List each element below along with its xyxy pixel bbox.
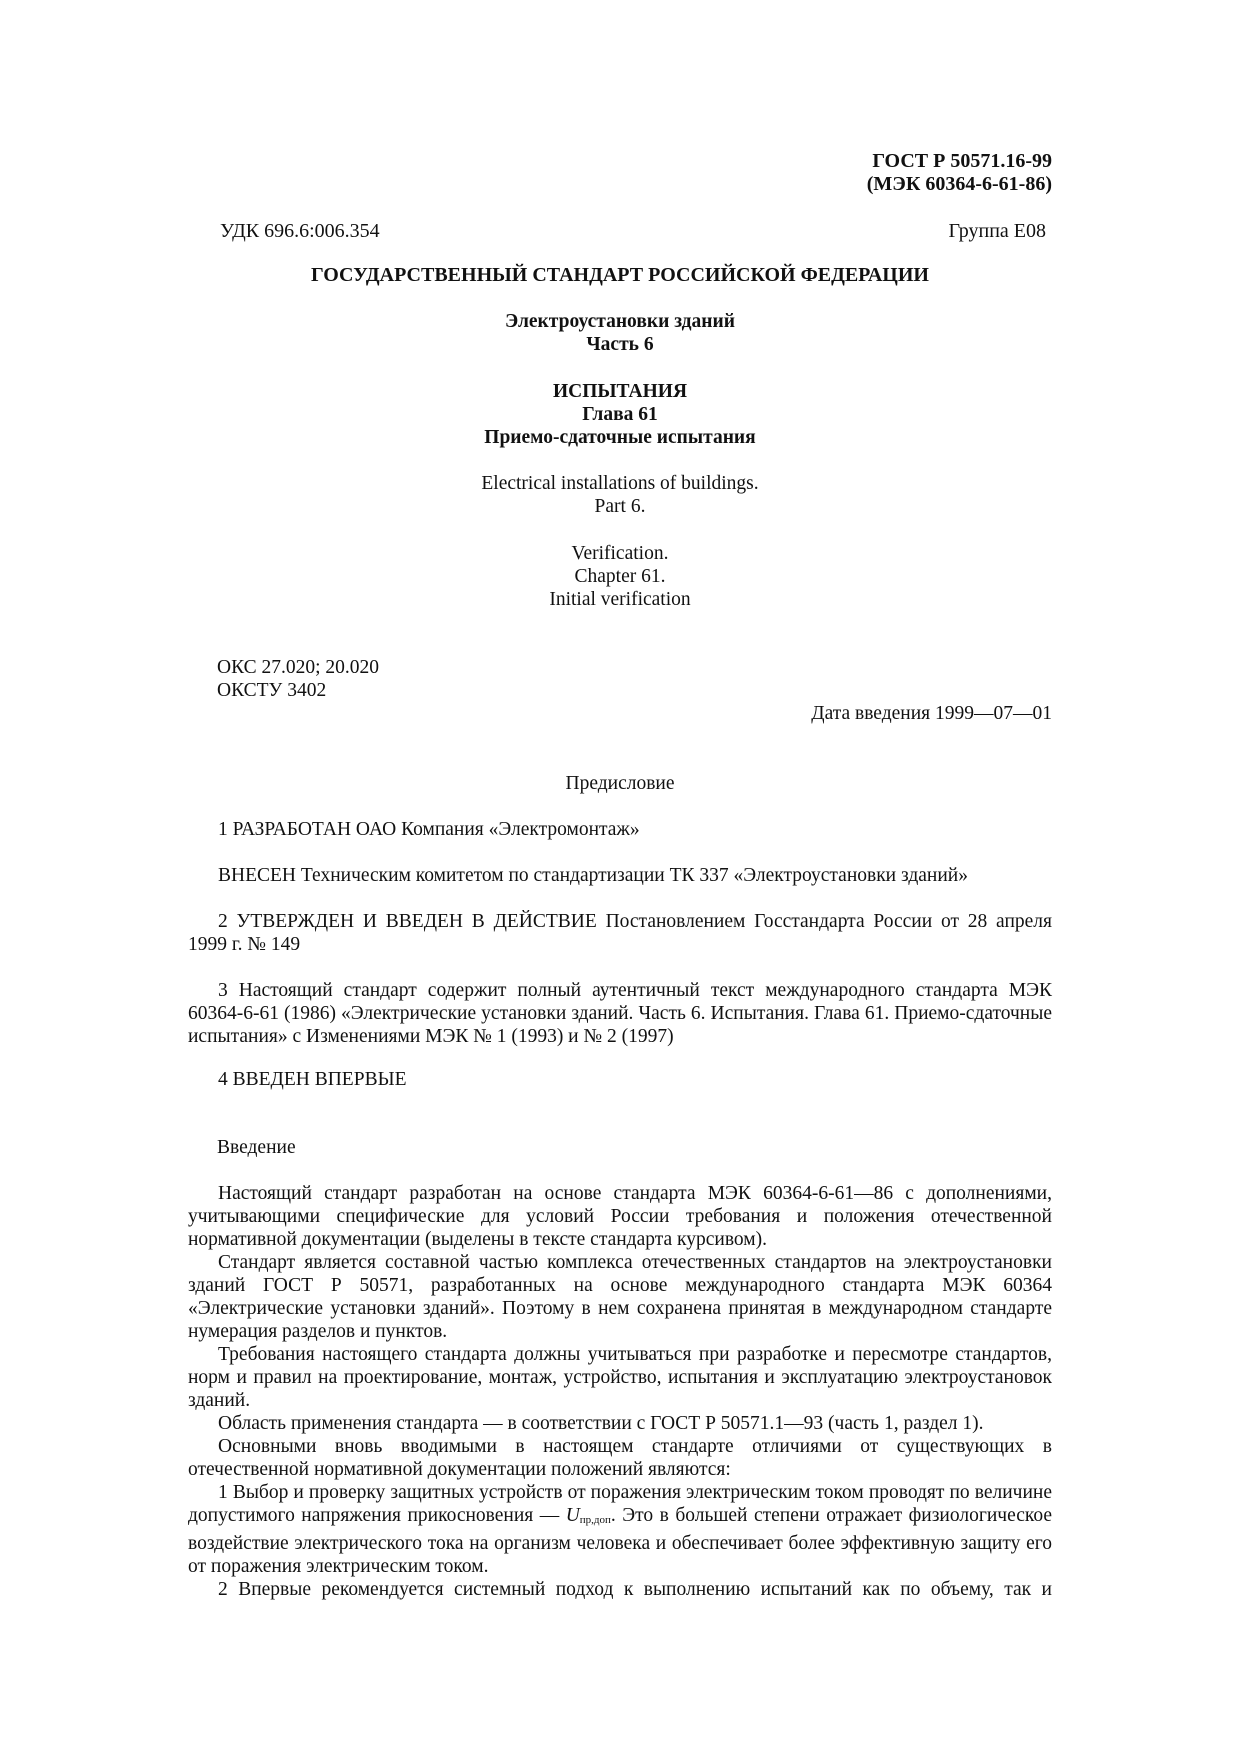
title-en-line5: Initial verification <box>549 589 691 610</box>
introduction-heading: Введение <box>217 1137 296 1158</box>
preface-item-submitted: ВНЕСЕН Техническим комитетом по стандартизации ТК 337 «Электроустановки зданий» <box>218 865 968 886</box>
touch-voltage-symbol: U <box>565 1505 580 1526</box>
title-ru-line3: ИСПЫТАНИЯ <box>552 381 688 402</box>
title-en-line1: Electrical installations of buildings. <box>481 473 759 494</box>
oks-code: ОКС 27.020; 20.020 <box>217 657 380 678</box>
udk-code: УДК 696.6:006.354 <box>220 220 380 242</box>
intro-paragraph-4: Область применения стандарта — в соответствии с ГОСТ Р 50571.1—93 (часть 1, раздел 1). <box>218 1413 984 1434</box>
preface-item-1: 1 РАЗРАБОТАН ОАО Компания «Электромонтаж» <box>218 819 640 840</box>
intro-paragraph-1: Настоящий стандарт разработан на основе стандарта МЭК 60364-6-61—86 с дополнениями, учитывающими специфические для условий России требования и положения отечественной нормативной документации (выделены в тексте стандарта курсивом). <box>188 1183 1052 1250</box>
intro-paragraph-6 <box>188 1481 1052 1578</box>
group-code: Группа Е08 <box>948 220 1046 242</box>
intro-paragraph-2: Стандарт является составной частью комплекса отечественных стандартов на электроустановки зданий ГОСТ Р 50571, разработанных на основе международного стандарта МЭК 60364 «Электрические установки зданий». Поэтому в нем сохранена принятая в международном стандарте нумерация разделов и пунктов. <box>188 1252 1052 1342</box>
intro-paragraph-5: Основными вновь вводимыми в настоящем стандарте отличиями от существующих в отечественной нормативной документации положений являются: <box>188 1436 1052 1480</box>
intro-paragraph-7: 2 Впервые рекомендуется системный подход к выполнению испытаний как по объему, так и <box>218 1579 1052 1600</box>
preface-heading: Предисловие <box>565 773 675 794</box>
preface-item-4: 4 ВВЕДЕН ВПЕРВЫЕ <box>218 1069 407 1090</box>
title-en-line4: Chapter 61. <box>574 566 666 587</box>
state-standard-title: ГОСУДАРСТВЕННЫЙ СТАНДАРТ РОССИЙСКОЙ ФЕДЕРАЦИИ <box>311 264 929 286</box>
title-ru-line2: Часть 6 <box>586 334 654 355</box>
title-ru-line4: Глава 61 <box>582 404 658 425</box>
introduction-body <box>188 1182 1052 1601</box>
title-en-line3: Verification. <box>571 543 669 564</box>
touch-voltage-subscript: пр,доп <box>579 1514 611 1526</box>
title-ru-line5: Приемо-сдаточные испытания <box>484 427 756 448</box>
iec-number: (МЭК 60364-6-61-86) <box>866 173 1052 195</box>
title-ru-line1: Электроустановки зданий <box>504 311 736 332</box>
title-en-line2: Part 6. <box>594 496 646 517</box>
introduction-date: Дата введения 1999—07—01 <box>811 703 1052 724</box>
intro-paragraph-6-start: 1 Выбор и проверку защитных устройств от поражения электрическим током проводят по величине допустимого напряжения прикосновения — <box>188 1482 1052 1526</box>
okstu-code: ОКСТУ 3402 <box>217 680 327 701</box>
intro-paragraph-6-end: . Это в большей степени отражает физиологическое воздействие электрического тока на организм человека и обеспечивает более эффективную защиту его от поражения электрическим током. <box>188 1505 1052 1577</box>
standard-number: ГОСТ Р 50571.16-99 <box>872 150 1052 172</box>
preface-item-3: 3 Настоящий стандарт содержит полный аутентичный текст международного стандарта МЭК 60364-6-61 (1986) «Электрические установки зданий. Часть 6. Испытания. Глава 61. Приемо-сдаточные испытания» с Изменениями МЭК № 1 (1993) и № 2 (1997) <box>188 980 1052 1047</box>
preface-item-2: 2 УТВЕРЖДЕН И ВВЕДЕН В ДЕЙСТВИЕ Постановлением Госстандарта России от 28 апреля 1999 г. № 149 <box>188 911 1052 955</box>
intro-paragraph-3: Требования настоящего стандарта должны учитываться при разработке и пересмотре стандартов, норм и правил на проектирование, монтаж, устройство, испытания и эксплуатацию электроустановок зданий. <box>188 1344 1052 1411</box>
